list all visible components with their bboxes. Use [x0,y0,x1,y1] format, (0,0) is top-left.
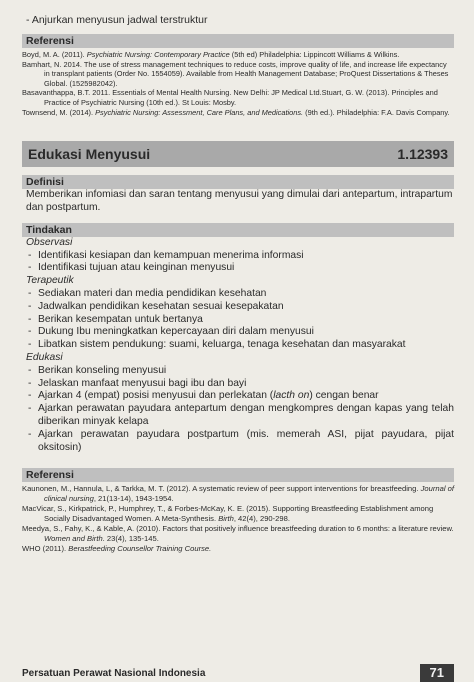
list-item: - Libatkan sistem pendukung: suami, keluarga, tenaga kesehatan dan masyarakat [22,339,454,352]
reference-item: Townsend, M. (2014). Psychiatric Nursing: Assessment, Care Plans, and Medications. (9th ed.). Philadelphia: F.A. Davis Company. [22,107,450,117]
observasi-label: Observasi [26,236,73,248]
reference-item: Kaunonen, M., Hannula, L, & Tarkka, M. T. (2012). A systematic review of peer support interventions for breastfeeding. Journal of clinical nursing, 21(13-14), 1943-1954. [22,484,454,504]
reference-item: Boyd, M. A. (2011). Psychiatric Nursing: Contemporary Practice (5th ed) Philadelphia: Lippincott Williams & Wilkins. [22,50,400,59]
list-item: - Sediakan materi dan media pendidikan kesehatan [22,288,454,301]
footer-organization: Persatuan Perawat Nasional Indonesia [22,667,206,679]
section-title: Edukasi Menyusui [28,146,151,163]
list-item: - Dukung Ibu meningkatkan kepercayaan diri dalam menyusui [22,326,454,339]
list-item: - Ajarkan 4 (empat) posisi menyusui dan perlekatan (lacth on) cengan benar [22,390,454,403]
terapeutik-label: Terapeutik [26,275,74,287]
top-bullet: - Anjurkan menyusun jadwal terstruktur [26,14,208,26]
list-item: - Identifikasi kesiapan dan kemampuan menerima informasi [22,250,454,263]
terapeutik-list [22,288,454,352]
tindakan-heading: Tindakan [22,223,454,237]
definisi-text: Memberikan infomiasi dan saran tentang menyusui yang dimulai dari antepartum, intrapartum dan postpartum. [26,189,453,213]
list-item: - Identifikasi tujuan atau keinginan menyusui [22,262,454,275]
edukasi-list [22,365,454,455]
referensi-heading-1: Referensi [22,34,454,48]
page-number: 71 [420,664,454,682]
section-title-bar [22,141,454,167]
document-page [22,14,454,554]
page-footer [22,664,454,682]
reference-item: Bamhart, N. 2014. The use of stress management techniques to reduce costs, improve quality of life, and increase life expectancy in transplant patients (Order No. 1554059). Available from Health Management Database; ProQuest Dissertations & Theses Global. (1525982042). [22,59,449,88]
section-code: 1.12393 [397,146,448,163]
reference-item: WHO (2011). Berastfeeding Counsellor Training Course. [22,544,212,554]
definisi-heading: Definisi [22,175,454,189]
referensi-heading-2: Referensi [22,468,454,482]
reference-item: Meedya, S., Fahy, K., & Kable, A. (2010). Factors that positively influence breastfeeding duration to 6 months: a literature review. Women and Birth. 23(4), 135-145. [22,524,454,544]
reference-item: MacVicar, S., Kirkpatrick, P., Humphrey, T., & Forbes-McKay, K. E. (2015). Supporting Breastfeeding Establishment among Socially Disadvantaged Women. A Meta-Synthesis. Birth, 42(4), 290-298. [22,504,434,524]
list-item: - Ajarkan perawatan payudara postpartum (mis. memerah ASI, pijat payudara, pijat oksitosin) [22,429,454,455]
edukasi-label: Edukasi [26,351,63,363]
list-item: - Jadwalkan pendidikan kesehatan sesuai kesepakatan [22,301,454,314]
reference-item: Basavanthappa, B.T. 2011. Essentials of Mental Health Nursing. New Delhi: JP Medical Ltd.Stuart, G. W. (2013). Principles and Practice of Psychiatric Nursing (10th ed.). St Louis: Mosby. [22,88,438,107]
list-item: - Jelaskan manfaat menyusui bagi ibu dan bayi [22,378,454,391]
list-item: - Ajarkan perawatan payudara antepartum dengan mengkompres dengan kapas yang telah diberikan minyak kelapa [22,403,454,429]
observasi-list [22,250,454,276]
list-item: - Berikan kesempatan untuk bertanya [22,314,454,327]
reference-list-2 [22,484,454,554]
list-item: - Berikan konseling menyusui [22,365,454,378]
reference-list-1 [22,50,454,117]
